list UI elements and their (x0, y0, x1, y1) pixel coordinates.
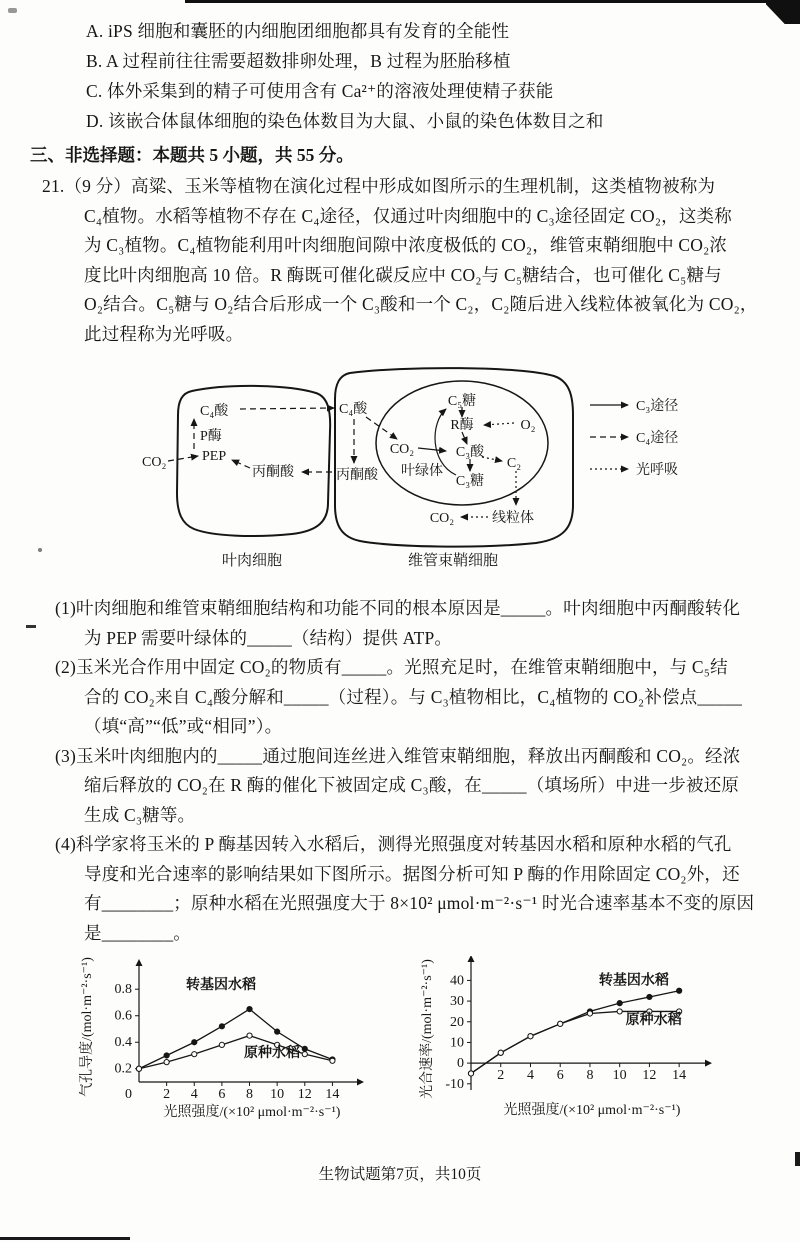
data-point (677, 988, 682, 993)
x-tick-label: 4 (526, 1068, 534, 1084)
y-axis-title: 气孔导度/(mol·m⁻²·s⁻¹) (80, 957, 95, 1097)
option-c: C. 体外采集到的精子可使用含有 Ca²⁺的溶液处理使精子获能 (86, 81, 554, 101)
scan-artifact-bottom-edge (0, 1237, 130, 1240)
mc-options (0, 0, 800, 136)
label-mitochondrion: 线粒体 (492, 511, 534, 526)
label-c4-acid-left: C₄酸 (200, 404, 229, 419)
arrow-o2-to-renzyme (484, 423, 514, 425)
x-axis-arrow (705, 1060, 712, 1067)
stem-line-2: C₄植物。水稻等植物不存在 C₄途径，仅通过叶肉细胞中的 C₃途径固定 CO₂，这类称 (84, 205, 732, 226)
data-point (164, 1060, 169, 1065)
x-tick-label: 8 (586, 1068, 594, 1084)
label-co2-intercellular: CO₂ (142, 455, 167, 470)
x-axis-title: 光照强度/(×10² μmol·m⁻²·s⁻¹) (163, 1105, 341, 1120)
data-point (498, 1050, 503, 1055)
arrow-c3acid-to-c2 (482, 457, 502, 461)
page-footer: 生物试题第7页，共10页 (318, 1166, 482, 1183)
stomatal-conductance-chart (75, 956, 385, 1146)
data-point (247, 1033, 252, 1038)
caption-mesophyll-cell: 叶肉细胞 (221, 553, 283, 569)
x-tick-label: 14 (325, 1087, 340, 1102)
q4-line-3: 有________；原种水稻在光照强度大于 8×10² μmol·m⁻²·s⁻¹ 时光合速率基本不变的原因 (84, 893, 755, 913)
data-point (219, 1042, 224, 1047)
label-pyruvate-mid: 丙酮酸 (336, 468, 378, 483)
legend-c4-pathway: C₄途径 (636, 431, 679, 446)
stem-line-4: 度比叶肉细胞高 10 倍。R 酶既可催化碳反应中 CO₂与 C₅糖结合，也可催化 C₅糖与 (84, 264, 722, 285)
data-point (302, 1046, 307, 1051)
scan-artifact-top-edge (185, 0, 800, 3)
x-axis-arrow (357, 1079, 364, 1086)
photosynthesis-rate-chart (415, 956, 745, 1146)
data-point (617, 1009, 622, 1014)
data-point (468, 1071, 473, 1076)
data-point (302, 1052, 307, 1057)
label-c2: C₂ (506, 456, 522, 471)
data-point (330, 1058, 335, 1063)
data-point (528, 1034, 533, 1039)
y-tick-label: 0 (457, 1056, 464, 1072)
x-tick-label: 6 (556, 1068, 564, 1084)
q1-line-2: 为 PEP 需要叶绿体的_____（结构）提供 ATP。 (84, 627, 453, 648)
question-21-stem (0, 172, 800, 349)
label-c5-sugar: C₅糖 (447, 394, 477, 409)
y-tick-label: 0.6 (114, 1008, 132, 1024)
x-tick-label: 2 (163, 1087, 171, 1102)
x-axis-title: 光照强度/(×10² μmol·m⁻²·s⁻¹) (503, 1103, 681, 1118)
arrow-renzyme-to-c3acid (462, 432, 467, 444)
diagram-wrapper (140, 355, 800, 588)
scan-artifact-margin-dot (38, 548, 42, 552)
series-label: 原种水稻 (625, 1012, 682, 1028)
x-tick-label: 12 (642, 1068, 657, 1084)
arrow-c4acid-transport (240, 408, 334, 409)
y-tick-label: 10 (450, 1035, 464, 1051)
label-chloroplast: 叶绿体 (401, 464, 443, 479)
data-point (247, 1007, 252, 1012)
x-tick-label: 10 (612, 1068, 627, 1084)
y-tick-label: 40 (450, 973, 464, 989)
q3-line-1: (3)玉米叶肉细胞内的_____通过胞间连丝进入维管束鞘细胞，释放出丙酮酸和 CO₂。经浓 (55, 745, 741, 766)
q4-line-1: (4)科学家将玉米的 P 酶基因转入水稻后，测得光照强度对转基因水稻和原种水稻的气孔 (55, 834, 732, 854)
label-co2-mitochondrion: CO₂ (429, 511, 455, 526)
y-tick-label: 20 (450, 1014, 464, 1030)
subquestions (0, 594, 800, 948)
stem-line-6: 此过程称为光呼吸。 (84, 323, 244, 344)
data-point (192, 1040, 197, 1045)
scan-artifact-right-edge (795, 1152, 800, 1166)
caption-bundle-sheath-cell: 维管束鞘细胞 (407, 553, 499, 569)
y-axis-arrow (136, 959, 143, 966)
charts-row (75, 956, 800, 1146)
data-point (192, 1052, 197, 1057)
label-r-enzyme: R酶 (450, 418, 474, 433)
option-d: D. 该嵌合体鼠体细胞的染色体数目为大鼠、小鼠的染色体数目之和 (86, 111, 604, 131)
data-point (219, 1024, 224, 1029)
arrow-co2-to-pep (168, 456, 198, 461)
label-pyruvate-left: 丙酮酸 (252, 465, 294, 480)
y-tick-label: 0.2 (114, 1061, 132, 1077)
y-tick-label: 0.8 (114, 982, 132, 998)
arrow-co2-to-c3acid (418, 448, 446, 451)
series-label: 转基因水稻 (185, 978, 256, 994)
data-point (587, 1011, 592, 1016)
x-tick-label: 2 (497, 1068, 505, 1084)
y-tick-label: 30 (450, 994, 464, 1010)
stem-line-1: 21.（9 分）高粱、玉米等植物在演化过程中形成如图所示的生理机制，这类植物被称为 (42, 176, 716, 196)
q2-line-2: 合的 CO₂来自 C₄酸分解和_____（过程）。与 C₃植物相比，C₄植物的 CO₂补偿点_____ (84, 686, 743, 707)
label-pep: PEP (202, 449, 227, 464)
y-axis-arrow (468, 956, 475, 962)
option-a: A. iPS 细胞和囊胚的内细胞团细胞都具有发育的全能性 (86, 21, 510, 41)
x-tick-label: 4 (190, 1087, 198, 1102)
legend-photorespiration: 光呼吸 (636, 463, 678, 478)
x-tick-label: 12 (297, 1087, 312, 1102)
data-point (275, 1029, 280, 1034)
label-c4-acid-mid: C₄酸 (339, 402, 368, 417)
label-p-enzyme: P酶 (200, 429, 222, 444)
q4-line-2: 导度和光合速率的影响结果如下图所示。据图分析可知 P 酶的作用除固定 CO₂外，还 (84, 863, 740, 884)
q4-line-4: 是________。 (84, 922, 191, 943)
q2-line-1: (2)玉米光合作用中固定 CO₂的物质有_____。光照充足时，在维管束鞘细胞中，与 C₅结 (55, 657, 728, 677)
x-tick-label: 6 (218, 1087, 226, 1102)
c4-pathway-diagram (140, 355, 760, 583)
scan-artifact-top-left (8, 8, 17, 13)
y-axis-title: 光合速率/(mol·m⁻²·s⁻¹) (420, 959, 435, 1099)
series-label: 转基因水稻 (598, 973, 669, 989)
x-tick-label: 8 (246, 1087, 254, 1102)
arrow-pyruvate-to-pep (232, 460, 250, 468)
data-point (647, 994, 652, 999)
data-point (136, 1066, 141, 1071)
x-tick-label: 14 (672, 1068, 687, 1084)
legend-c3-pathway: C₃途径 (636, 399, 679, 414)
q3-line-3: 生成 C₃糖等。 (84, 804, 196, 825)
q1-line-1: (1)叶肉细胞和维管束鞘细胞结构和功能不同的根本原因是_____。叶肉细胞中丙酮酸转化 (55, 598, 741, 618)
y-tick-label: 0.4 (114, 1035, 132, 1051)
x-tick-label: 10 (270, 1087, 285, 1102)
data-point (164, 1053, 169, 1058)
scan-artifact-margin-dash (26, 625, 36, 628)
label-o2: O₂ (520, 418, 536, 433)
origin-label: 0 (125, 1087, 132, 1102)
y-tick-label: -10 (445, 1076, 464, 1092)
stem-line-3: 为 C₃植物。C₄植物能利用叶肉细胞间隙中浓度极低的 CO₂，维管束鞘细胞中 CO₂浓 (84, 235, 728, 255)
data-point (617, 1001, 622, 1006)
data-point (558, 1021, 563, 1026)
stem-line-5: O₂结合。C₅糖与 O₂结合后形成一个 C₃酸和一个 C₂，C₂随后进入线粒体被氧化为 CO₂， (84, 294, 758, 314)
section-header: 三、非选择题：本题共 5 小题，共 55 分。 (30, 145, 354, 165)
label-c3-acid: C₃酸 (455, 445, 485, 460)
label-co2-chloroplast: CO₂ (389, 442, 415, 457)
series-label: 原种水稻 (244, 1045, 300, 1061)
q3-line-2: 缩后释放的 CO₂在 R 酶的催化下被固定成 C₃酸，在_____（填场所）中进一步被还原 (84, 775, 740, 795)
q2-line-3: （填“高”“低”或“相同”）。 (84, 716, 283, 736)
label-c3-sugar: C₃糖 (455, 474, 485, 489)
series-line (471, 991, 679, 1074)
option-b: B. A 过程前往往需要超数排卵处理，B 过程为胚胎移植 (86, 51, 511, 71)
